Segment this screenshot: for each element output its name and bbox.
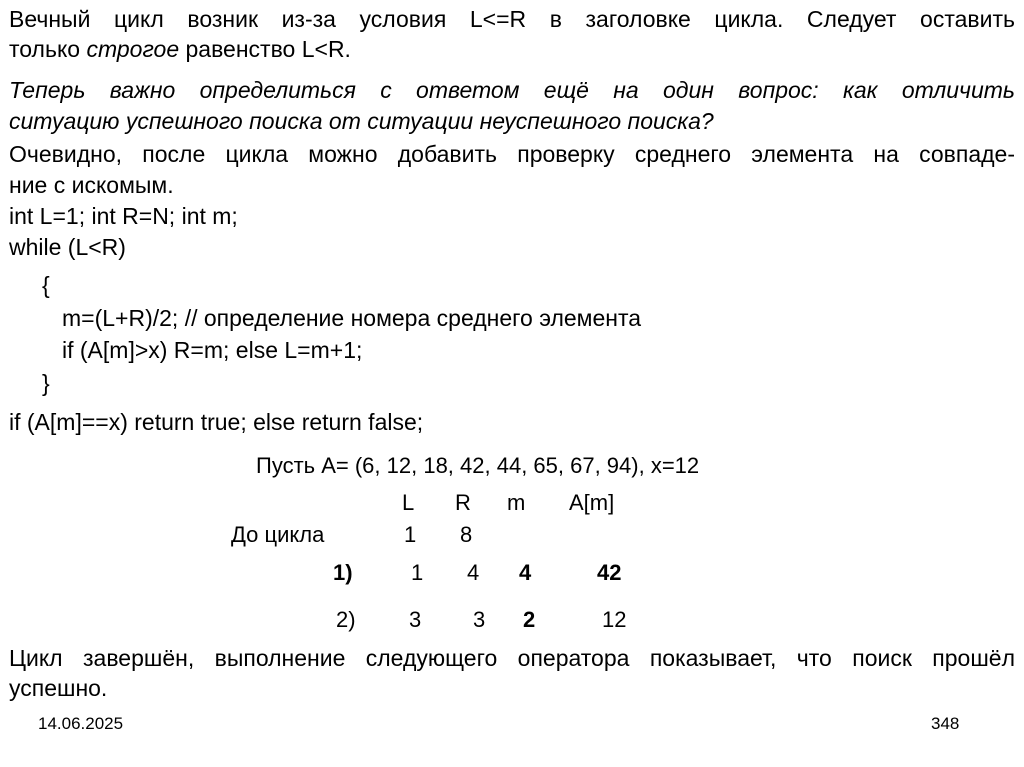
paragraph-2-line-2: ние с искомым.	[9, 172, 174, 198]
row-1-m: 4	[519, 560, 532, 585]
row-2-R: 3	[473, 607, 486, 632]
code-line-middle: m=(L+R)/2; // определение номера среднего элемента	[62, 305, 642, 331]
code-line-return: if (A[m]==x) return true; else return false;	[9, 409, 424, 435]
question-line-1: Теперь важно определиться с ответом ещё на один вопрос: как отличить	[9, 77, 1015, 103]
row-before-label: До цикла	[231, 522, 325, 547]
row-2-L: 3	[409, 607, 422, 632]
footer-date: 14.06.2025	[38, 714, 124, 733]
paragraph-1-line-2-start: только	[9, 36, 87, 62]
emphasis-strict: строгое	[86, 36, 180, 62]
header-L: L	[402, 490, 415, 515]
row-1-L: 1	[411, 560, 424, 585]
code-line-if: if (A[m]>x) R=m; else L=m+1;	[62, 337, 363, 363]
code-line-declarations: int L=1; int R=N; int m;	[9, 203, 238, 229]
row-1-R: 4	[467, 560, 480, 585]
row-before-L: 1	[404, 522, 417, 547]
conclusion-line-2: успешно.	[9, 675, 108, 701]
paragraph-2-line-1: Очевидно, после цикла можно добавить проверку среднего элемента на совпаде-	[9, 141, 1015, 167]
header-m: m	[507, 490, 526, 515]
conclusion-line-1: Цикл завершён, выполнение следующего оператора показывает, что поиск прошёл	[9, 645, 1015, 671]
code-line-while: while (L<R)	[9, 234, 126, 260]
paragraph-1-line-2	[9, 34, 351, 64]
row-before-R: 8	[460, 522, 473, 547]
code-close-brace: }	[42, 370, 50, 396]
row-1-label: 1)	[333, 560, 353, 585]
row-2-label: 2)	[336, 607, 356, 632]
code-open-brace: {	[42, 272, 50, 298]
page-number: 348	[931, 714, 960, 733]
paragraph-1-line-1: Вечный цикл возник из-за условия L<=R в заголовке цикла. Следует оставить	[9, 6, 1015, 32]
row-2-Am: 12	[602, 607, 627, 632]
header-R: R	[455, 490, 471, 515]
paragraph-1-line-2-end: равенство L<R.	[179, 36, 351, 62]
header-Am: A[m]	[569, 490, 615, 515]
example-intro: Пусть A= (6, 12, 18, 42, 44, 65, 67, 94), x=12	[256, 453, 700, 478]
row-1-Am: 42	[597, 560, 622, 585]
row-2-m: 2	[523, 607, 536, 632]
question-line-2: ситуацию успешного поиска от ситуации неуспешного поиска?	[9, 108, 714, 134]
